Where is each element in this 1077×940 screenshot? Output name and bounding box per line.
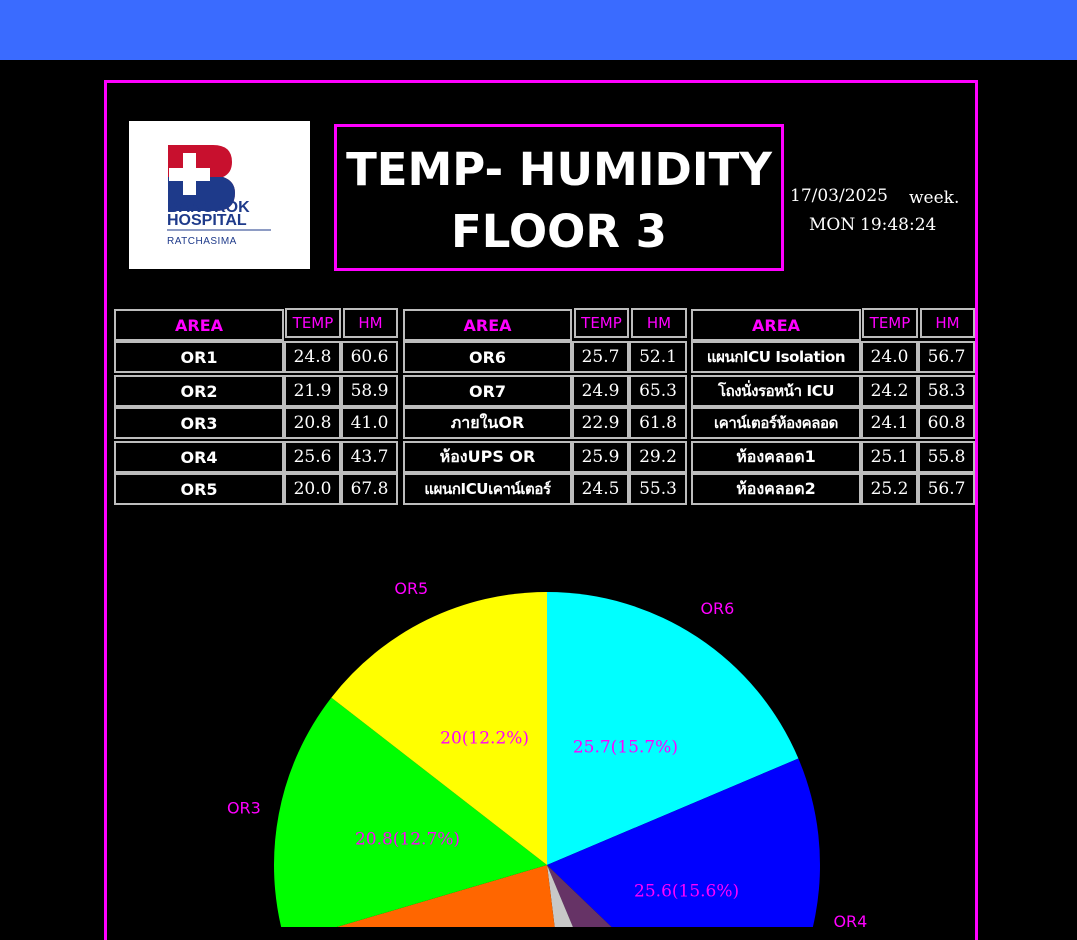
table-3-row-2-area-text: โถงนั่งรอหน้า ICU — [717, 382, 835, 400]
table-1-row-4-area-text: OR4 — [180, 447, 218, 467]
table-1-row-4-temp-text: 25.6 — [293, 447, 332, 467]
day-text: MON — [809, 215, 856, 235]
logo-name-line2: HOSPITAL — [167, 212, 247, 229]
table-3-row-5-hm-text: 56.7 — [927, 479, 966, 499]
table-3-row-2-hm-text: 58.3 — [927, 381, 966, 401]
table-1-header-area-text: AREA — [174, 315, 223, 335]
table-1-row-2-area-text: OR2 — [180, 381, 218, 401]
pie-value-label-or4: 25.6(15.6%) — [634, 881, 740, 902]
pie-value-label-or5: 20(12.2%) — [440, 728, 530, 749]
table-1-row-1-hm-text: 60.6 — [350, 347, 389, 367]
pie-value-label-or6: 25.7(15.7%) — [572, 737, 678, 758]
table-2-row-4-hm-text: 29.2 — [639, 447, 677, 467]
pie-name-label-or5: OR5 — [394, 578, 429, 598]
page-subtitle: FLOOR 3 — [451, 205, 667, 258]
table-3-row-3-temp-text: 24.1 — [870, 413, 909, 433]
table-1-row-4-hm-text: 43.7 — [350, 447, 389, 467]
table-3-row-3-area-text: เคาน์เตอร์ห้องคลอด — [714, 414, 838, 432]
table-2-header-temp-text: TEMP — [581, 314, 622, 332]
date-text: 17/03/2025 — [790, 186, 888, 206]
pie-value-label-or3: 20.8(12.7%) — [354, 829, 461, 850]
table-1-header-hm-text: HM — [358, 314, 383, 332]
time-text: 19:48:24 — [860, 215, 937, 235]
pie-name-label-or6: OR6 — [700, 598, 735, 618]
table-3-row-1-temp-text: 24.0 — [870, 347, 909, 367]
pie-name-label-or3: OR3 — [226, 798, 261, 818]
table-2-row-5-area-text: แผนกICUเคาน์เตอร์ — [424, 480, 551, 498]
table-2-row-4-area-text: ห้องUPS OR — [439, 446, 536, 466]
table-2-row-2-temp-text: 24.9 — [581, 381, 620, 401]
table-1-row-2-hm-text: 58.9 — [350, 381, 389, 401]
table-2-row-4-temp-text: 25.9 — [581, 447, 620, 467]
table-3-row-4-temp-text: 25.1 — [870, 447, 909, 467]
week-label: week. — [909, 188, 960, 208]
table-2-row-3-area-text: ภายในOR — [450, 412, 525, 432]
table-2-row-3-temp-text: 22.9 — [581, 413, 620, 433]
table-1-row-5-area-text: OR5 — [180, 479, 218, 499]
table-3-row-3-hm-text: 60.8 — [927, 413, 966, 433]
table-2-row-5-hm-text: 55.3 — [639, 479, 677, 499]
table-2-row-2-area-text: OR7 — [468, 381, 507, 401]
table-3-row-1-hm-text: 56.7 — [927, 347, 966, 367]
table-2-row-5-temp-text: 24.5 — [581, 479, 620, 499]
table-3-row-2-temp-text: 24.2 — [870, 381, 909, 401]
table-1-row-3-temp-text: 20.8 — [293, 413, 332, 433]
table-1-row-3-area-text: OR3 — [180, 413, 218, 433]
table-1-row-1-temp-text: 24.8 — [293, 347, 332, 367]
table-3-header-temp-text: TEMP — [869, 314, 911, 332]
table-1-header-temp-text: TEMP — [292, 314, 334, 332]
page-title: TEMP- HUMIDITY — [346, 143, 772, 196]
table-2-row-2-hm-text: 65.3 — [639, 381, 677, 401]
table-2-header-area-text: AREA — [463, 315, 512, 335]
table-3-row-4-hm-text: 55.8 — [927, 447, 966, 467]
table-2-row-1-temp-text: 25.7 — [581, 347, 620, 367]
table-3-row-5-temp-text: 25.2 — [870, 479, 909, 499]
table-3-row-5-area-text: ห้องคลอด2 — [736, 478, 816, 498]
table-3-header-hm-text: HM — [935, 314, 960, 332]
table-2-row-1-area-text: OR6 — [468, 347, 507, 367]
table-1-row-5-temp-text: 20.0 — [293, 479, 332, 499]
table-1-row-1-area-text: OR1 — [180, 347, 218, 367]
table-2-header-hm-text: HM — [646, 314, 672, 332]
table-1-row-3-hm-text: 41.0 — [350, 413, 389, 433]
table-2-row-3-hm-text: 61.8 — [639, 413, 677, 433]
pie-name-label-or4: OR4 — [833, 911, 868, 927]
table-1-row-5-hm-text: 67.8 — [350, 479, 389, 499]
table-3-row-1-area-text: แผนกICU Isolation — [706, 348, 846, 366]
table-2-row-1-hm-text: 52.1 — [639, 347, 677, 367]
logo-name-line1: BANGKOK — [167, 199, 250, 216]
table-3-row-4-area-text: ห้องคลอด1 — [736, 446, 816, 466]
table-1-row-2-temp-text: 21.9 — [293, 381, 332, 401]
table-3-header-area-text: AREA — [751, 315, 800, 335]
logo-subtitle: RATCHASIMA — [167, 236, 237, 247]
